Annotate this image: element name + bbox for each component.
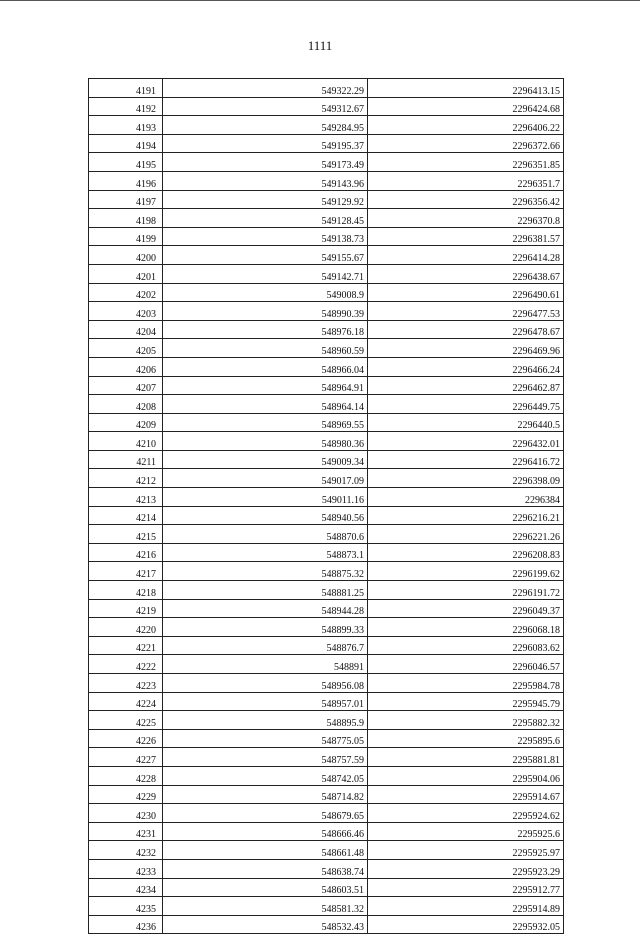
y-coordinate-cell: 2295882.32 (368, 711, 564, 730)
point-number-cell: 4228 (89, 766, 163, 785)
point-number-cell: 4224 (89, 692, 163, 711)
table-row (89, 748, 564, 767)
point-number-cell: 4234 (89, 878, 163, 897)
point-number-cell: 4235 (89, 897, 163, 916)
point-number-cell: 4218 (89, 581, 163, 600)
point-number-cell: 4215 (89, 525, 163, 544)
y-coordinate-cell: 2296083.62 (368, 636, 564, 655)
y-coordinate-cell: 2296381.57 (368, 227, 564, 246)
top-border-line (0, 0, 640, 1)
x-coordinate-cell: 548638.74 (163, 859, 368, 878)
table-row (89, 674, 564, 693)
point-number-cell: 4222 (89, 655, 163, 674)
point-number-cell: 4223 (89, 674, 163, 693)
y-coordinate-cell: 2296478.67 (368, 320, 564, 339)
x-coordinate-cell: 548956.08 (163, 674, 368, 693)
x-coordinate-cell: 548532.43 (163, 915, 368, 934)
table-row (89, 841, 564, 860)
y-coordinate-cell: 2295904.06 (368, 766, 564, 785)
point-number-cell: 4193 (89, 116, 163, 135)
y-coordinate-cell: 2296370.8 (368, 209, 564, 228)
x-coordinate-cell: 548581.32 (163, 897, 368, 916)
y-coordinate-cell: 2296416.72 (368, 450, 564, 469)
point-number-cell: 4220 (89, 618, 163, 637)
point-number-cell: 4210 (89, 432, 163, 451)
table-row (89, 711, 564, 730)
x-coordinate-cell: 548964.91 (163, 376, 368, 395)
table-row (89, 878, 564, 897)
point-number-cell: 4216 (89, 543, 163, 562)
point-number-cell: 4227 (89, 748, 163, 767)
point-number-cell: 4197 (89, 190, 163, 209)
x-coordinate-cell: 549142.71 (163, 264, 368, 283)
x-coordinate-cell: 549284.95 (163, 116, 368, 135)
y-coordinate-cell: 2295945.79 (368, 692, 564, 711)
table-row (89, 134, 564, 153)
x-coordinate-cell: 548775.05 (163, 729, 368, 748)
y-coordinate-cell: 2296398.09 (368, 469, 564, 488)
y-coordinate-cell: 2296216.21 (368, 506, 564, 525)
x-coordinate-cell: 549017.09 (163, 469, 368, 488)
y-coordinate-cell: 2295925.97 (368, 841, 564, 860)
point-number-cell: 4207 (89, 376, 163, 395)
table-row (89, 283, 564, 302)
x-coordinate-cell: 549143.96 (163, 171, 368, 190)
point-number-cell: 4208 (89, 395, 163, 414)
x-coordinate-cell: 549128.45 (163, 209, 368, 228)
y-coordinate-cell: 2296351.85 (368, 153, 564, 172)
point-number-cell: 4231 (89, 822, 163, 841)
page-number: 1111 (307, 38, 333, 53)
x-coordinate-cell: 548873.1 (163, 543, 368, 562)
point-number-cell: 4225 (89, 711, 163, 730)
x-coordinate-cell: 548969.55 (163, 413, 368, 432)
table-row (89, 488, 564, 507)
y-coordinate-cell: 2296372.66 (368, 134, 564, 153)
table-row (89, 655, 564, 674)
point-number-cell: 4214 (89, 506, 163, 525)
table-row (89, 897, 564, 916)
x-coordinate-cell: 548891 (163, 655, 368, 674)
point-number-cell: 4217 (89, 562, 163, 581)
y-coordinate-cell: 2296413.15 (368, 79, 564, 98)
y-coordinate-cell: 2295881.81 (368, 748, 564, 767)
x-coordinate-cell: 549173.49 (163, 153, 368, 172)
table-row (89, 450, 564, 469)
table-row (89, 209, 564, 228)
point-number-cell: 4204 (89, 320, 163, 339)
point-number-cell: 4226 (89, 729, 163, 748)
point-number-cell: 4233 (89, 859, 163, 878)
point-number-cell: 4198 (89, 209, 163, 228)
x-coordinate-cell: 548757.59 (163, 748, 368, 767)
y-coordinate-cell: 2296490.61 (368, 283, 564, 302)
y-coordinate-cell: 2295923.29 (368, 859, 564, 878)
point-number-cell: 4219 (89, 599, 163, 618)
point-number-cell: 4236 (89, 915, 163, 934)
table-row (89, 264, 564, 283)
y-coordinate-cell: 2296438.67 (368, 264, 564, 283)
y-coordinate-cell: 2295924.62 (368, 804, 564, 823)
table-row (89, 246, 564, 265)
point-number-cell: 4212 (89, 469, 163, 488)
table-row (89, 339, 564, 358)
x-coordinate-cell: 549322.29 (163, 79, 368, 98)
y-coordinate-cell: 2296406.22 (368, 116, 564, 135)
x-coordinate-cell: 549011.16 (163, 488, 368, 507)
y-coordinate-cell: 2296449.75 (368, 395, 564, 414)
x-coordinate-cell: 549312.67 (163, 97, 368, 116)
table-row (89, 618, 564, 637)
point-number-cell: 4232 (89, 841, 163, 860)
table-row (89, 171, 564, 190)
x-coordinate-cell: 549009.34 (163, 450, 368, 469)
table-row (89, 599, 564, 618)
y-coordinate-cell: 2296432.01 (368, 432, 564, 451)
x-coordinate-cell: 548976.18 (163, 320, 368, 339)
table-row (89, 785, 564, 804)
table-row (89, 432, 564, 451)
x-coordinate-cell: 548899.33 (163, 618, 368, 637)
table-row (89, 469, 564, 488)
table-row (89, 804, 564, 823)
table-row (89, 395, 564, 414)
x-coordinate-cell: 549008.9 (163, 283, 368, 302)
table-row (89, 636, 564, 655)
x-coordinate-cell: 548980.36 (163, 432, 368, 451)
x-coordinate-cell: 548742.05 (163, 766, 368, 785)
table-row (89, 97, 564, 116)
x-coordinate-cell: 548870.6 (163, 525, 368, 544)
point-number-cell: 4202 (89, 283, 163, 302)
x-coordinate-cell: 549138.73 (163, 227, 368, 246)
table-row (89, 153, 564, 172)
y-coordinate-cell: 2295932.05 (368, 915, 564, 934)
y-coordinate-cell: 2296440.5 (368, 413, 564, 432)
point-number-cell: 4205 (89, 339, 163, 358)
table-row (89, 562, 564, 581)
x-coordinate-cell: 548895.9 (163, 711, 368, 730)
y-coordinate-cell: 2296424.68 (368, 97, 564, 116)
point-number-cell: 4229 (89, 785, 163, 804)
table-row (89, 357, 564, 376)
point-number-cell: 4191 (89, 79, 163, 98)
y-coordinate-cell: 2295925.6 (368, 822, 564, 841)
y-coordinate-cell: 2296414.28 (368, 246, 564, 265)
table-row (89, 915, 564, 934)
point-number-cell: 4196 (89, 171, 163, 190)
point-number-cell: 4211 (89, 450, 163, 469)
table-row (89, 116, 564, 135)
point-number-cell: 4230 (89, 804, 163, 823)
x-coordinate-cell: 548966.04 (163, 357, 368, 376)
y-coordinate-cell: 2296462.87 (368, 376, 564, 395)
y-coordinate-cell: 2296384 (368, 488, 564, 507)
y-coordinate-cell: 2295984.78 (368, 674, 564, 693)
x-coordinate-cell: 548957.01 (163, 692, 368, 711)
table-row (89, 79, 564, 98)
y-coordinate-cell: 2296191.72 (368, 581, 564, 600)
point-number-cell: 4200 (89, 246, 163, 265)
point-number-cell: 4199 (89, 227, 163, 246)
y-coordinate-cell: 2296199.62 (368, 562, 564, 581)
table-row (89, 227, 564, 246)
x-coordinate-cell: 548960.59 (163, 339, 368, 358)
table-row (89, 581, 564, 600)
y-coordinate-cell: 2295914.89 (368, 897, 564, 916)
table-row (89, 859, 564, 878)
x-coordinate-cell: 548714.82 (163, 785, 368, 804)
table-row (89, 822, 564, 841)
x-coordinate-cell: 548679.65 (163, 804, 368, 823)
point-number-cell: 4192 (89, 97, 163, 116)
x-coordinate-cell: 548990.39 (163, 302, 368, 321)
x-coordinate-cell: 549155.67 (163, 246, 368, 265)
y-coordinate-cell: 2296046.57 (368, 655, 564, 674)
table-row (89, 506, 564, 525)
point-number-cell: 4221 (89, 636, 163, 655)
point-number-cell: 4213 (89, 488, 163, 507)
x-coordinate-cell: 549129.92 (163, 190, 368, 209)
y-coordinate-cell: 2296351.7 (368, 171, 564, 190)
x-coordinate-cell: 548875.32 (163, 562, 368, 581)
x-coordinate-cell: 548881.25 (163, 581, 368, 600)
table-row (89, 413, 564, 432)
y-coordinate-cell: 2295912.77 (368, 878, 564, 897)
table-row (89, 729, 564, 748)
coordinates-table-body (89, 79, 564, 934)
table-row (89, 320, 564, 339)
table-row (89, 766, 564, 785)
y-coordinate-cell: 2295895.6 (368, 729, 564, 748)
table-row (89, 543, 564, 562)
y-coordinate-cell: 2296469.96 (368, 339, 564, 358)
table-row (89, 692, 564, 711)
x-coordinate-cell: 548661.48 (163, 841, 368, 860)
point-number-cell: 4206 (89, 357, 163, 376)
y-coordinate-cell: 2296068.18 (368, 618, 564, 637)
point-number-cell: 4209 (89, 413, 163, 432)
x-coordinate-cell: 549195.37 (163, 134, 368, 153)
point-number-cell: 4195 (89, 153, 163, 172)
table-row (89, 302, 564, 321)
coordinates-table (88, 78, 564, 934)
table-row (89, 376, 564, 395)
y-coordinate-cell: 2296356.42 (368, 190, 564, 209)
point-number-cell: 4201 (89, 264, 163, 283)
y-coordinate-cell: 2296477.53 (368, 302, 564, 321)
y-coordinate-cell: 2296049.37 (368, 599, 564, 618)
y-coordinate-cell: 2295914.67 (368, 785, 564, 804)
table-row (89, 190, 564, 209)
x-coordinate-cell: 548603.51 (163, 878, 368, 897)
y-coordinate-cell: 2296221.26 (368, 525, 564, 544)
x-coordinate-cell: 548876.7 (163, 636, 368, 655)
x-coordinate-cell: 548964.14 (163, 395, 368, 414)
y-coordinate-cell: 2296208.83 (368, 543, 564, 562)
table-row (89, 525, 564, 544)
x-coordinate-cell: 548666.46 (163, 822, 368, 841)
point-number-cell: 4194 (89, 134, 163, 153)
point-number-cell: 4203 (89, 302, 163, 321)
x-coordinate-cell: 548944.28 (163, 599, 368, 618)
x-coordinate-cell: 548940.56 (163, 506, 368, 525)
y-coordinate-cell: 2296466.24 (368, 357, 564, 376)
